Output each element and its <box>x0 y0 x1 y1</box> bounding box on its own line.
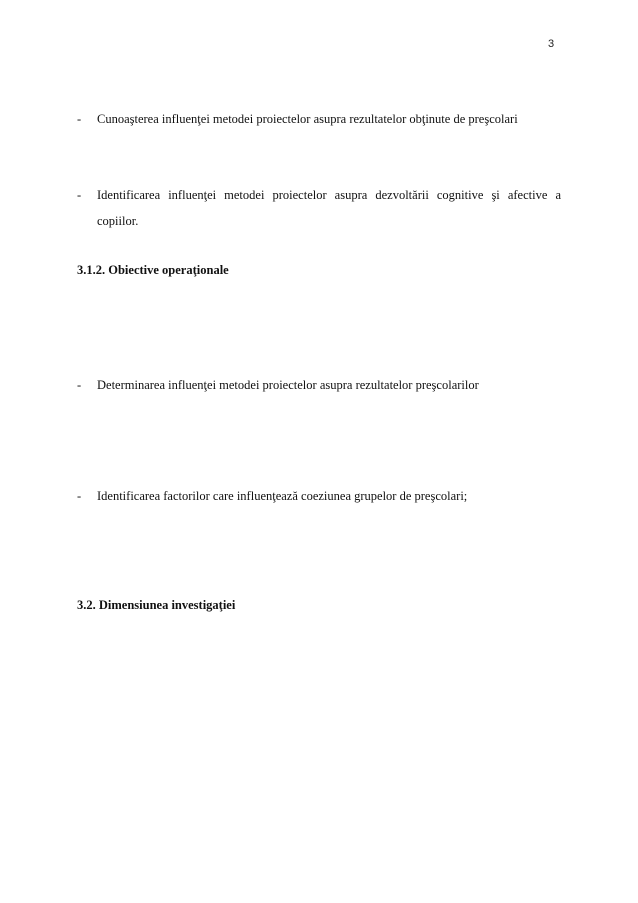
list-item <box>77 182 561 234</box>
section-heading-3-2: 3.2. Dimensiunea investigaţiei <box>77 598 236 612</box>
list-item-text: Cunoaşterea influenţei metodei proiectelor asupra rezultatelor obţinute de preşcolari <box>97 112 518 126</box>
bullet-dash: - <box>77 489 82 503</box>
list-item-text-line1: Identificarea influenţei metodei proiectelor asupra dezvoltării cognitive şi afective a <box>97 188 561 202</box>
list-item <box>77 372 561 398</box>
list-item <box>77 106 561 132</box>
list-item <box>77 483 561 509</box>
page-number: 3 <box>548 38 555 50</box>
bullet-dash: - <box>77 378 82 392</box>
list-item-text: Identificarea factorilor care influenţează coeziunea grupelor de preşcolari; <box>97 489 468 503</box>
list-item-text-line2: copiilor. <box>97 214 139 228</box>
bullet-dash: - <box>77 112 82 126</box>
section-heading-3-1-2: 3.1.2. Obiective operaţionale <box>77 263 229 277</box>
list-item-text: Determinarea influenţei metodei proiectelor asupra rezultatelor preşcolarilor <box>97 378 479 392</box>
bullet-dash: - <box>77 188 82 202</box>
